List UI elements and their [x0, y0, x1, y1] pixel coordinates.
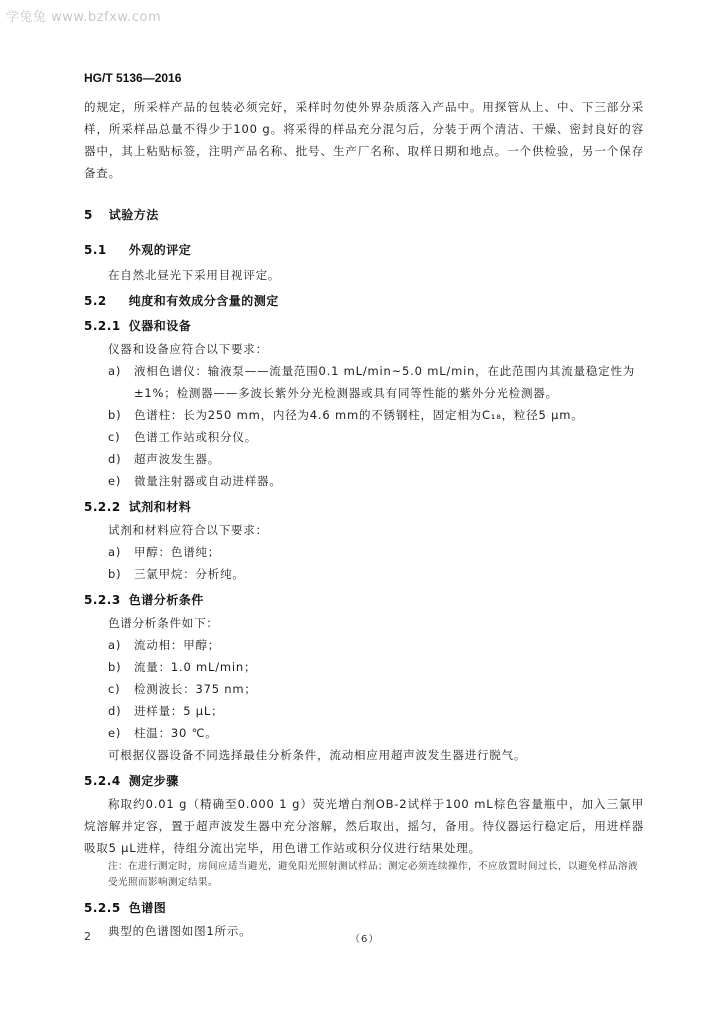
section-title: 仪器和设备: [128, 319, 192, 333]
section-5-2-heading: [84, 292, 644, 309]
list-text: 色谱工作站或积分仪。: [134, 430, 257, 444]
section-number: 5: [84, 208, 93, 222]
list-marker: a): [108, 545, 122, 559]
list-marker: b): [108, 567, 122, 581]
section-title: 试剂和材料: [128, 500, 192, 514]
section-title: 试验方法: [108, 208, 159, 222]
list-text: 微量注射器或自动进样器。: [134, 474, 282, 488]
list-item: [108, 700, 644, 722]
section-title: 纯度和有效成分含量的测定: [128, 294, 279, 308]
section-5-2-3-outro: 可根据仪器设备不同选择最佳分析条件，流动相应用超声波发生器进行脱气。: [108, 748, 527, 762]
list-text: 流动相：甲醇；: [134, 638, 221, 652]
section-5-2-5-body: 典型的色谱图如图1所示。: [108, 924, 252, 938]
list-marker: a): [108, 638, 122, 652]
section-number: 5.2.5: [84, 901, 121, 915]
list-item: [108, 541, 644, 563]
list-marker: a): [108, 364, 122, 378]
section-5-2-3-intro: 色谱分析条件如下：: [108, 616, 219, 630]
equipment-list: [84, 360, 644, 492]
list-item: [108, 678, 644, 700]
section-5-1-heading: [84, 241, 644, 258]
list-item: [108, 426, 644, 448]
conditions-list: [84, 634, 644, 744]
list-text: 超声波发生器。: [134, 452, 221, 466]
list-item: [108, 656, 644, 678]
section-5-2-3-heading: [84, 591, 644, 608]
list-marker: c): [108, 430, 121, 444]
section-5-heading: [84, 206, 644, 223]
watermark: 学兔兔 www.bzfxw.com: [6, 10, 162, 25]
list-marker: e): [108, 474, 122, 488]
list-marker: b): [108, 408, 122, 422]
section-5-2-4-body: 称取约0.01 g（精确至0.000 1 g）荧光增白剂OB-2试样于100 mL棕色容量瓶中，加入三氯甲烷溶解并定容，置于超声波发生器中充分溶解，然后取出，摇匀，备用。待仪器运行稳定后，用进样器吸取5 μL进样，待组分流出完毕，用色谱工作站或积分仪进行结果处理。: [84, 797, 644, 855]
section-5-2-2-heading: [84, 498, 644, 515]
page-number: 2: [84, 930, 91, 943]
list-text: 流量：1.0 mL/min；: [134, 660, 257, 674]
list-marker: d): [108, 704, 122, 718]
list-item: [108, 404, 644, 426]
section-5-1-body: 在自然北昼光下采用目视评定。: [108, 268, 281, 282]
list-text: 液相色谱仪：输液泵——流量范围0.1 mL/min~5.0 mL/min，在此范围内其流量稳定性为±1%；检测器——多波长紫外分光检测器或具有同等性能的紫外分光检测器。: [134, 364, 636, 400]
reagent-list: [84, 541, 644, 585]
section-title: 色谱分析条件: [128, 593, 204, 607]
page-mark: （6）: [350, 934, 380, 945]
section-title: 外观的评定: [128, 243, 192, 257]
section-number: 5.2.3: [84, 593, 121, 607]
standard-code: HG/T 5136—2016: [84, 71, 182, 85]
list-marker: d): [108, 452, 122, 466]
list-item: [108, 563, 644, 585]
list-text: 三氯甲烷：分析纯。: [134, 567, 245, 581]
section-5-2-4-heading: [84, 772, 644, 789]
list-marker: b): [108, 660, 122, 674]
list-text: 检测波长：375 nm；: [134, 682, 257, 696]
section-number: 5.2.1: [84, 319, 121, 333]
list-marker: c): [108, 682, 121, 696]
list-text: 进样量：5 μL；: [134, 704, 224, 718]
section-5-2-4-note: 注：在进行测定时，房间应适当避光，避免阳光照射测试样品；测定必须连续操作，不应放置时间过长，以避免样品溶液受光照而影响测定结果。: [108, 861, 639, 888]
list-text: 甲醇：色谱纯；: [134, 545, 221, 559]
list-text: 色谱柱：长为250 mm，内径为4.6 mm的不锈钢柱，固定相为C₁₈，粒径5 μm。: [134, 408, 584, 422]
list-item: [108, 470, 644, 492]
section-number: 5.2: [84, 294, 107, 308]
section-number: 5.1: [84, 243, 107, 257]
list-item: [108, 360, 644, 404]
section-title: 色谱图: [128, 901, 167, 915]
list-item: [108, 448, 644, 470]
intro-paragraph: 的规定，所采样产品的包装必须完好，采样时勿使外界杂质落入产品中。用探管从上、中、下三部分采样，所采样品总量不得少于100 g。将采得的样品充分混匀后，分装于两个清洁、干燥、密封良好的容器中，其上粘贴标签，注明产品名称、批号、生产厂名称、取样日期和地点。一个供检验，另一个保存备查。: [84, 100, 644, 180]
section-number: 5.2.4: [84, 774, 121, 788]
document-body: [84, 96, 644, 942]
section-5-2-5-heading: [84, 899, 644, 916]
section-5-2-1-heading: [84, 317, 644, 334]
list-item: [108, 634, 644, 656]
list-text: 柱温：30 ℃。: [134, 726, 218, 740]
list-marker: e): [108, 726, 122, 740]
section-title: 测定步骤: [128, 774, 179, 788]
section-number: 5.2.2: [84, 500, 121, 514]
list-item: [108, 722, 644, 744]
section-5-2-2-intro: 试剂和材料应符合以下要求：: [108, 523, 268, 537]
section-5-2-1-intro: 仪器和设备应符合以下要求：: [108, 342, 268, 356]
